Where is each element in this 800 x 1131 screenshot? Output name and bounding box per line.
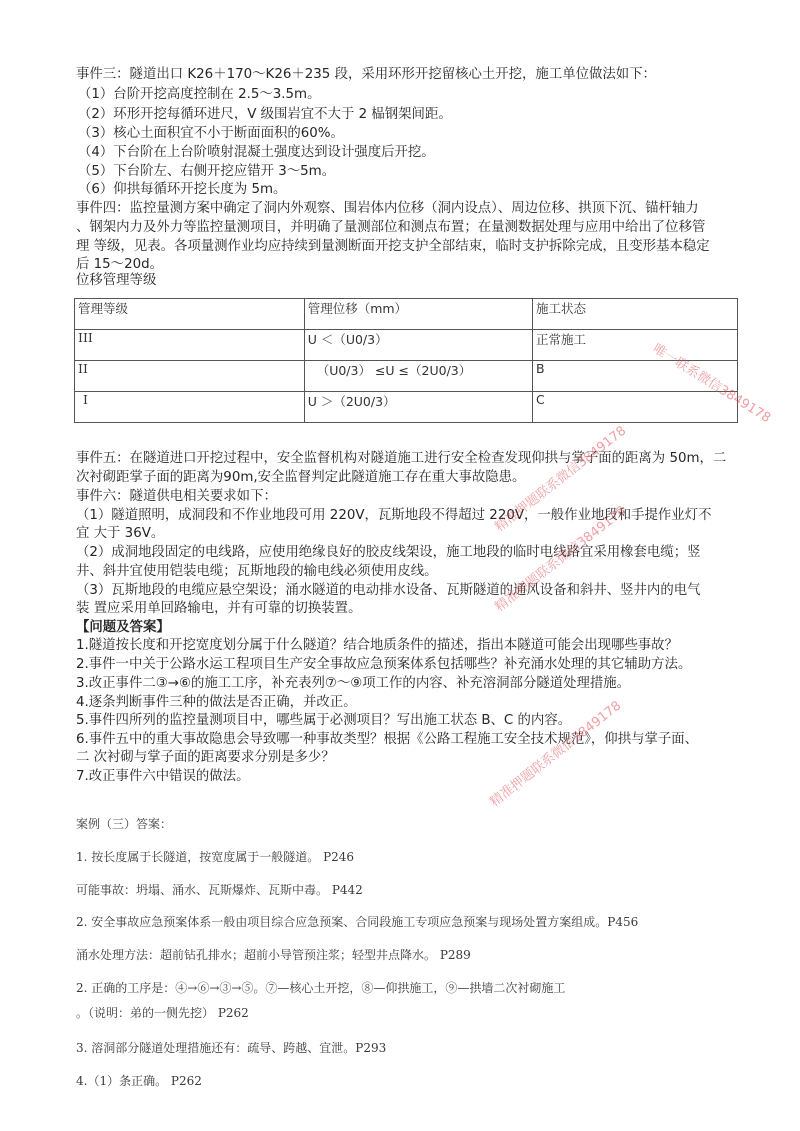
table-title: 位移管理等级 bbox=[76, 273, 157, 288]
question-2: 2.事件一中关于公路水运工程项目生产安全事故应急预案体系包括哪些？补充涌水处理的其它辅助方法。 bbox=[76, 657, 692, 672]
event4-line-4: 后 15～20d。 bbox=[76, 257, 164, 272]
table-header-row bbox=[75, 299, 738, 330]
table-cell: C bbox=[533, 392, 738, 423]
table-cell: II bbox=[75, 361, 305, 392]
event5-line-1: 事件五：在隧道进口开挖过程中，安全监督机构对隧道施工进行安全检查发现仰拱与掌子面的距离为 50m，二 bbox=[76, 451, 727, 466]
event3-item-3: （3）核心土面积宜不小于断面面积的60%。 bbox=[78, 126, 344, 141]
event4-line-3: 理 等级，见表。各项量测作业均应持续到量测断面开挖支护全部结束，临时支护拆除完成，且变形基本稳定 bbox=[76, 239, 710, 254]
question-3: 3.改正事件二③→⑥的施工工序，补充表列⑦～⑨项工作的内容、补充溶洞部分隧道处理措施。 bbox=[76, 676, 631, 691]
event4-line-2: 、钢架内力及外力等监控量测项目，并明确了量测部位和测点布置；在量测数据处理与应用中给出了位移管 bbox=[76, 220, 706, 235]
event5-line-2: 次衬砌距掌子面的距离为90m,安全监督判定此隧道施工存在重大事故隐患。 bbox=[76, 470, 526, 485]
table-header-cell: 管理位移（mm） bbox=[304, 299, 532, 330]
event6-line-7: 装 置应采用单回路输电，并有可靠的切换装置。 bbox=[76, 601, 362, 616]
event6-line-6: （3）瓦斯地段的电缆应悬空架设；涌水隧道的电动排水设备、瓦斯隧道的通风设备和斜井、竖井内的电气 bbox=[76, 583, 701, 598]
questions-heading: 【问题及答案】 bbox=[76, 620, 170, 635]
event3-item-6: （6）仰拱每循环开挖长度为 5m。 bbox=[78, 182, 287, 197]
answer-line-8: 4.（1）条正确。 P262 bbox=[76, 1074, 202, 1088]
answer-line-7: 3. 溶洞部分隧道处理措施还有：疏导、跨越、宜泄。P293 bbox=[76, 1041, 387, 1055]
table-cell: I bbox=[75, 392, 305, 423]
table-cell: 正常施工 bbox=[533, 330, 738, 361]
answer-line-1: 1. 按长度属于长隧道，按宽度属于一般隧道。 P246 bbox=[76, 850, 355, 864]
watermark: 精准押题联系微信3849178 bbox=[492, 503, 630, 615]
question-6-cont: 二 次衬砌与掌子面的距离要求分别是多少？ bbox=[76, 750, 335, 765]
question-4: 4.逐条判断事件三种的做法是否正确，并改正。 bbox=[76, 695, 357, 710]
question-7: 7.改正事件六中错误的做法。 bbox=[76, 769, 250, 784]
answer-line-4: 涌水处理方法：超前钻孔排水；超前小导管预注浆；轻型井点降水。 P289 bbox=[76, 948, 471, 962]
event6-line-2: （1）隧道照明，成洞段和不作业地段可用 220V，瓦斯地段不得超过 220V，一般作业地段和手提作业灯不 bbox=[76, 508, 712, 523]
table-row bbox=[75, 392, 738, 423]
event6-line-4: （2）成洞地段固定的电线路，应使用绝缘良好的胶皮线架设，施工地段的临时电线路宜采用橡套电缆；竖 bbox=[76, 545, 701, 560]
displacement-grade-table bbox=[74, 298, 738, 423]
table-row bbox=[75, 330, 738, 361]
answer-line-2: 可能事故：坍塌、涌水、瓦斯爆炸、瓦斯中毒。 P442 bbox=[76, 883, 363, 897]
event3-item-1: （1）台阶开挖高度控制在 2.5～3.5m。 bbox=[78, 87, 321, 102]
event6-line-5: 井、斜井宜使用铠装电缆；瓦斯地段的输电线必须使用皮线。 bbox=[76, 564, 438, 579]
table-header-cell: 施工状态 bbox=[533, 299, 738, 330]
table-cell: B bbox=[533, 361, 738, 392]
table-cell: U ＜（U0/3） bbox=[304, 330, 532, 361]
question-5: 5.事件四所列的监控量测项目中，哪些属于必测项目？写出施工状态 B、C 的内容。 bbox=[76, 713, 572, 728]
watermark: 唯一联系微信3849178 bbox=[649, 341, 774, 427]
answer-line-3: 2. 安全事故应急预案体系一般由项目综合应急预案、合同段施工专项应急预案与现场处置方案组成。P456 bbox=[76, 915, 639, 929]
question-1: 1.隧道按长度和开挖宽度划分属于什么隧道？结合地质条件的描述，指出本隧道可能会出现哪些事故？ bbox=[76, 638, 678, 653]
table-header-cell: 管理等级 bbox=[75, 299, 305, 330]
event6-line-1: 事件六：隧道供电相关要求如下： bbox=[76, 489, 277, 504]
answers-heading: 案例（三）答案： bbox=[76, 817, 173, 831]
table-cell: （U0/3） ≤U ≤（2U0/3） bbox=[304, 361, 532, 392]
table-cell: U ＞（2U0/3） bbox=[304, 392, 532, 423]
event4-line-1: 事件四：监控量测方案中确定了洞内外观察、围岩体内位移（洞内设点）、周边位移、拱顶下沉、锚杆轴力 bbox=[76, 201, 699, 216]
watermark: 精准押题联系微信3849178 bbox=[492, 423, 630, 535]
event3-item-4: （4）下台阶在上台阶喷射混凝土强度达到设计强度后开挖。 bbox=[78, 145, 435, 160]
table-row bbox=[75, 361, 738, 392]
answer-line-6: 。（说明：弟的一侧先挖） P262 bbox=[76, 1006, 249, 1020]
event6-line-3: 宜 大于 36V。 bbox=[76, 526, 165, 541]
answer-line-5: 2. 正确的工序是：④→⑥→③→⑤。⑦—核心土开挖，⑧—仰拱施工，⑨—拱墙二次衬砌施工 bbox=[76, 981, 566, 995]
watermark: 精准押题联系微信3849178 bbox=[487, 698, 625, 810]
question-6: 6.事件五中的重大事故隐患会导致哪一种事故类型？根据《公路工程施工安全技术规范》，仰拱与掌子面、 bbox=[76, 732, 699, 747]
event3-title: 事件三：隧道出口 K26＋170～K26＋235 段，采用环形开挖留核心土开挖，施工单位做法如下： bbox=[76, 67, 656, 82]
table-cell: III bbox=[75, 330, 305, 361]
event3-item-2: （2）环形开挖每循环进尺，V 级围岩宜不大于 2 榀钢架间距。 bbox=[78, 107, 452, 122]
event3-item-5: （5）下台阶左、右侧开挖应错开 3～5m。 bbox=[78, 164, 336, 179]
